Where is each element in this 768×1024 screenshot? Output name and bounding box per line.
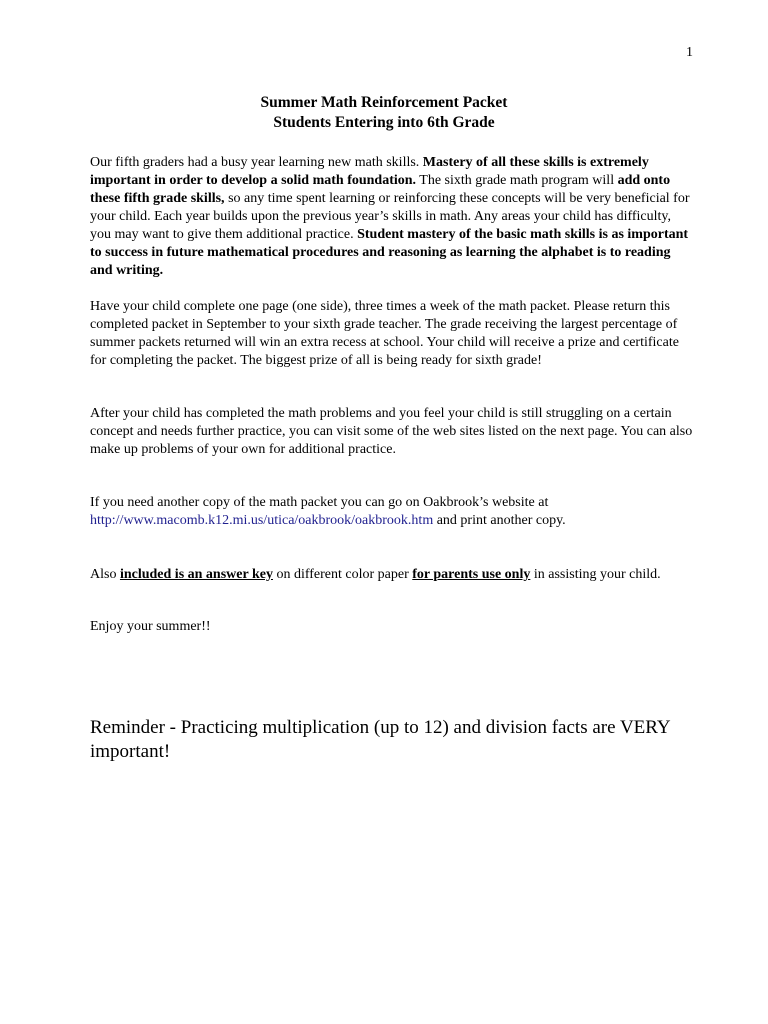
title-line-1: Summer Math Reinforcement Packet (260, 94, 508, 111)
intro-bold-1: Mastery of all these skills is extremely important in order to develop a solid math foundation. (90, 155, 649, 188)
intro-text-3: so any time spent learning or reinforcing these concepts will be very beneficial for your child. Each year builds upon the previous year’s skills in math. Any areas your child has difficulty, you may want to give them additional practice. (90, 191, 690, 242)
intro-text-1: Our fifth graders had a busy year learning new math skills. (90, 155, 423, 170)
answer-key-underline-1: included is an answer key (119, 567, 273, 582)
intro-paragraph (90, 154, 695, 280)
practice-text: After your child has completed the math problems and you feel your child is still struggling on a certain concept and needs further practice, you can visit some of the web sites listed on the next page. You can also make up problems of your own for additional practice. (90, 406, 693, 457)
instructions-paragraph (90, 298, 695, 370)
intro-bold-2: add onto these fifth grade skills, (90, 173, 671, 206)
website-paragraph (90, 494, 695, 530)
page-number: 1 (686, 45, 693, 60)
document-title (0, 93, 768, 133)
closing-paragraph (90, 618, 695, 636)
website-text-1: If you need another copy of the math packet you can go on Oakbrook’s website at (90, 495, 549, 510)
answer-key-text-2: on different color paper (272, 567, 413, 582)
intro-text-2: The sixth grade math program will (416, 173, 618, 188)
website-text-2: and print another copy. (433, 513, 566, 528)
instructions-text: Have your child complete one page (one side), three times a week of the math packet. Please return this completed packet in September to your sixth grade teacher. The grade receiving the largest percentage of summer packets returned will win an extra recess at school. Your child will receive a prize and certificate for completing the packet. The biggest prize of all is being ready for sixth grade! (90, 299, 679, 368)
reminder-note: Reminder - Practicing multiplication (up to 12) and division facts are VERY important! (90, 717, 670, 762)
closing-text: Enjoy your summer!! (90, 619, 211, 634)
answer-key-text-3: in assisting your child. (530, 567, 661, 582)
answer-key-text-1: Also (90, 567, 120, 582)
practice-paragraph (90, 405, 695, 459)
answer-key-paragraph (90, 566, 695, 584)
intro-bold-3: Student mastery of the basic math skills is as important to success in future mathematical procedures and reasoning as learning the alphabet is to reading and writing. (90, 227, 689, 278)
answer-key-underline-2: for parents use only (412, 567, 531, 582)
oakbrook-website-link[interactable]: http://www.macomb.k12.mi.us/utica/oakbrook/oakbrook.htm (90, 513, 434, 528)
title-line-2: Students Entering into 6th Grade (273, 114, 495, 131)
